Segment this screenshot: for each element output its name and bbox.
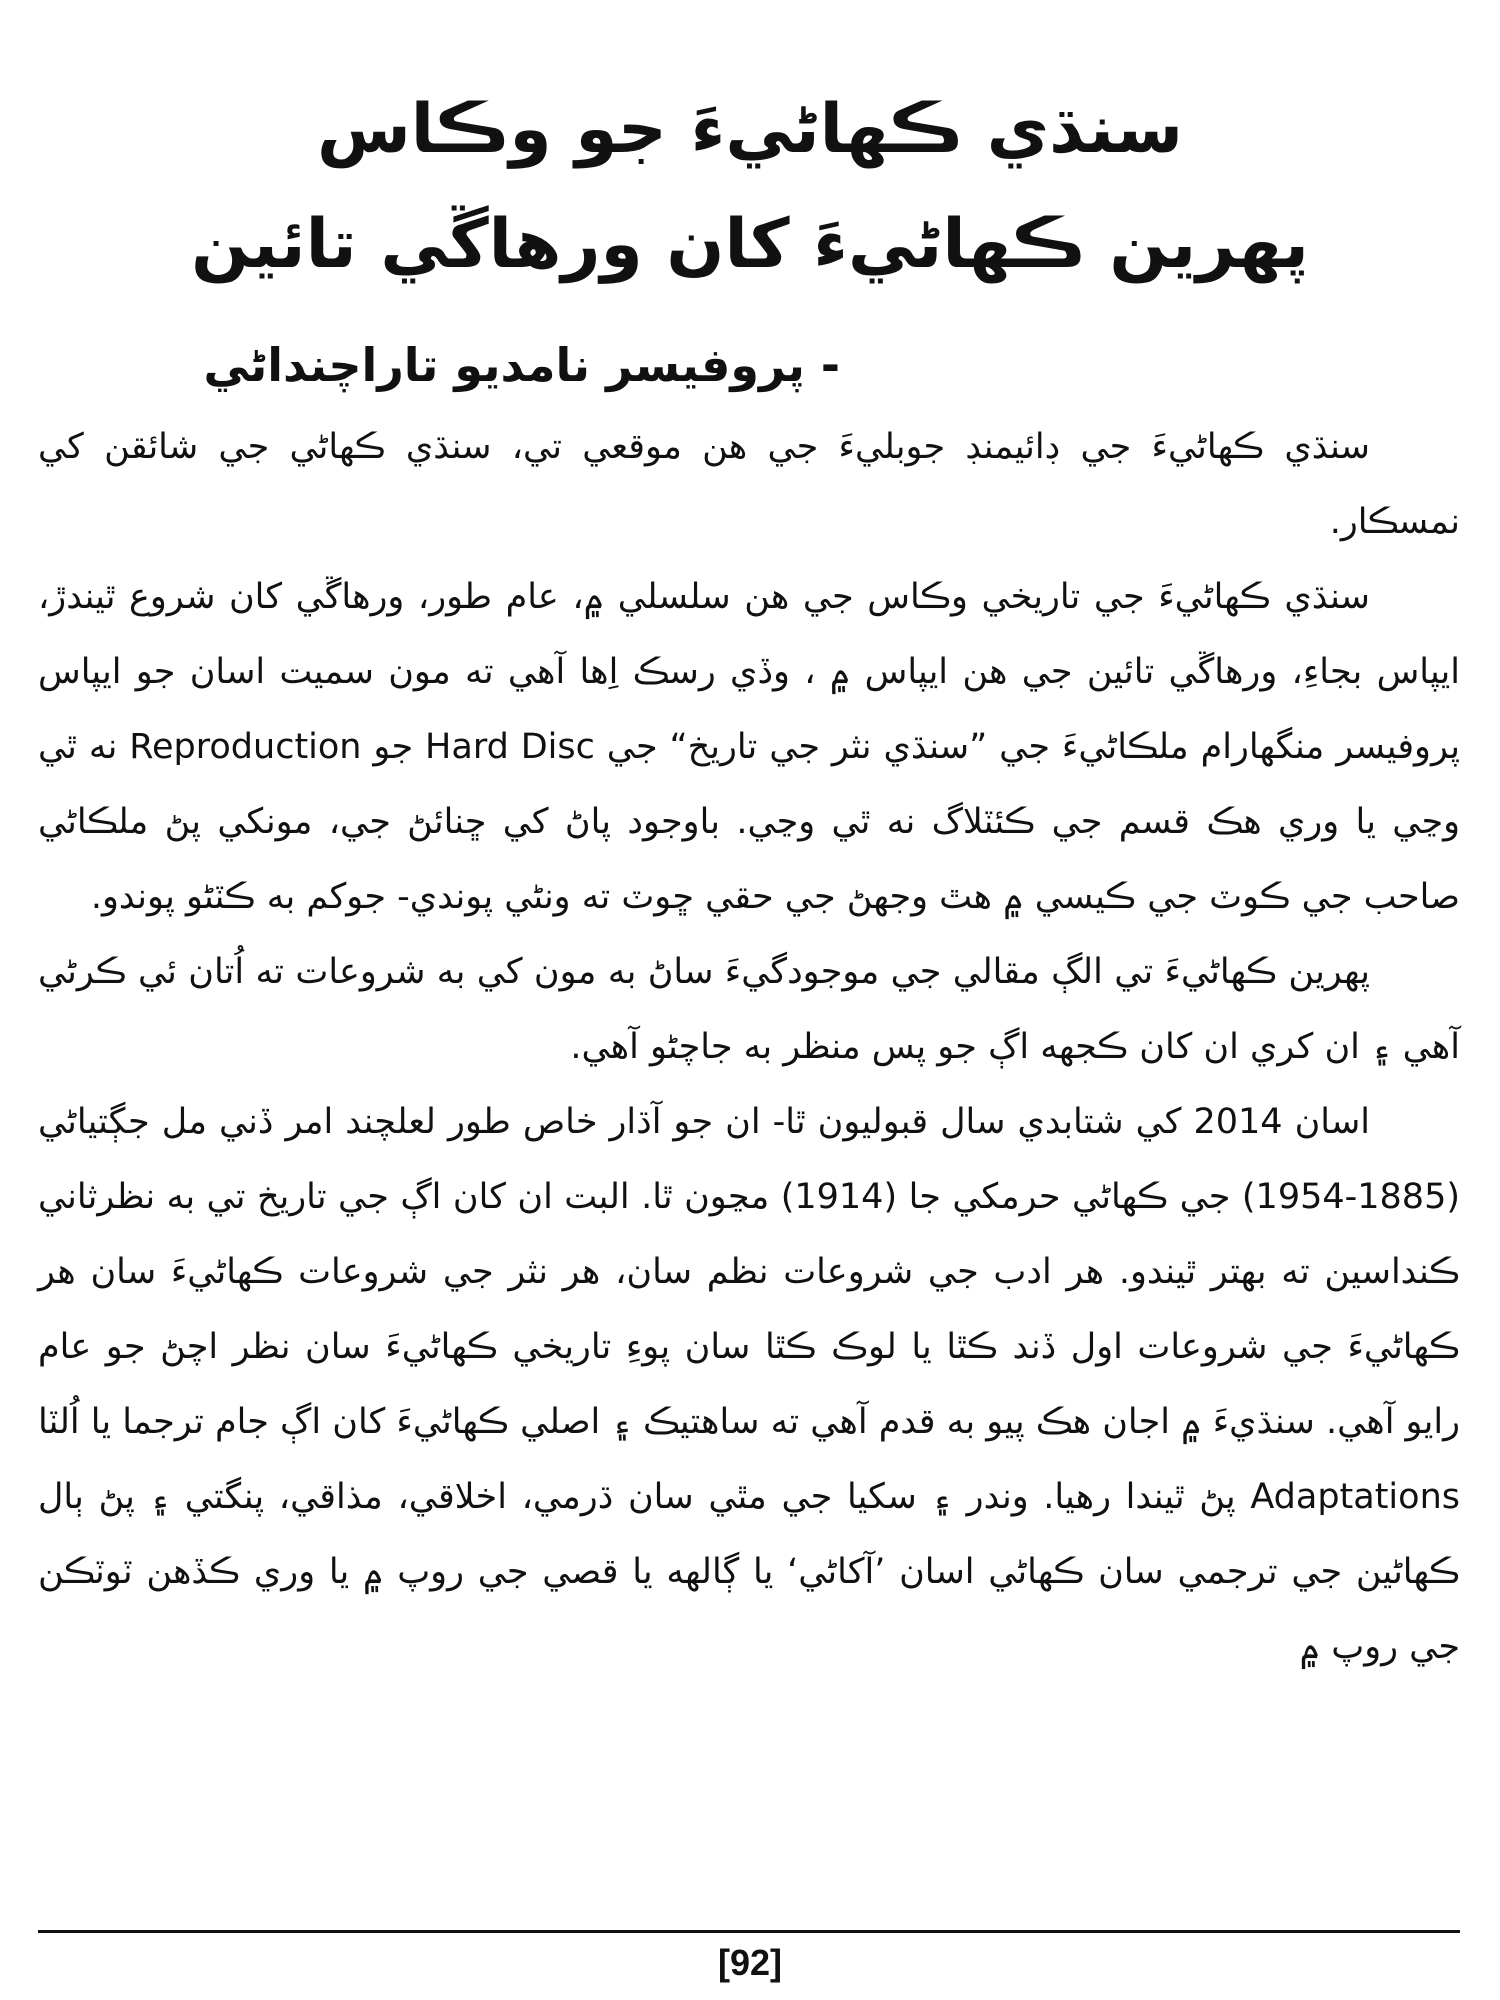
footer-divider <box>38 1930 1460 1933</box>
paragraph-3: پهرين ڪهاڻيءَ تي الڳ مقالي جي موجودگيءَ ساڻ به مون کي به شروعات ته اُتان ئي ڪرڻي آهي ۽ ان کري ان کان ڪجهه اڳ جو پس منظر به جاچڻو آهي. <box>38 952 1460 1067</box>
article-body <box>38 410 1460 1685</box>
title-line-1: سنڌي ڪهاڻيءَ جو وڪاس <box>316 90 1184 169</box>
paragraph-4: اسان 2014 کي شتابدي سال قبوليون ٿا- ان جو آڌار خاص طور لعلچند امر ڏني مل جڳتياڻي (1885-1954) جي ڪهاڻي حرمکي جا (1914) مڃون ٿا. البت ان کان اڳ جي تاريخ تي به نظرثاني ڪنداسين ته بهتر ٿيندو. هر ادب جي شروعات نظم سان، هر نثر جي شروعات ڪهاڻيءَ سان هر ڪهاڻيءَ جي شروعات اول ڏند ڪٿا يا لوڪ ڪٿا سان پوءِ تاريخي ڪهاڻيءَ سان نظر اچڻ جو عام رايو آهي. سنڌيءَ ۾ اجان هڪ پيو به قدم آهي ته ساهتيڪ ۽ اصلي ڪهاڻيءَ کان اڳ جام ترجما يا اُلٽا Adaptations پڻ ٿيندا رهيا. وندر ۽ سکيا جي مٿي سان ڌرمي، اخلاقي، مذاقي، پنگتي ۽ پڻ ٻال ڪهاڻين جي ترجمي سان ڪهاڻي اسان ’آکاڻي‘ يا ڳالهه يا قصي جي روپ ۾ يا وري ڪڏهن ٽوٽڪن جي روپ ۾ <box>37 1102 1460 1667</box>
paragraph-1: سنڌي ڪهاڻيءَ جي ڊائيمنڊ جوبليءَ جي هن موقعي تي، سنڌي ڪهاڻي جي شائقن کي نمسڪار. <box>38 427 1460 542</box>
page-number: [92] <box>717 1942 783 1983</box>
paragraph-2: سنڌي ڪهاڻيءَ جي تاريخي وڪاس جي هن سلسلي ۾، عام طور، ورهاڱي کان شروع ٿيندڙ، ايپاس بجاءِ، ورهاڱي تائين جي هن ايپاس ۾ ، وڏي رسڪ اِها آهي ته مون سميت اسان جو ايپاس پروفيسر منگهارام ملڪاڻيءَ جي ”سنڌي نثر جي تاريخ“ جي Hard Disc جو Reproduction نه ٿي وڃي يا وري هڪ قسم جي ڪئٽلاگ نه ٿي وڃي. باوجود پاڻ کي ڇنائڻ جي، مونکي پڻ ملڪاڻي صاحب جي ڪوٽ جي ڪيسي ۾ هٿ وجهڻ جي حقي ڇوٽ ته ونڻي پوندي- جوکم به ڪٽڻو پوندو. <box>38 577 1461 917</box>
author-byline: - پروفيسر نامديو تاراچنداڻي <box>203 338 840 392</box>
title-line-2: پهرين ڪهاڻيءَ کان ورهاڱي تائين <box>191 205 1309 284</box>
